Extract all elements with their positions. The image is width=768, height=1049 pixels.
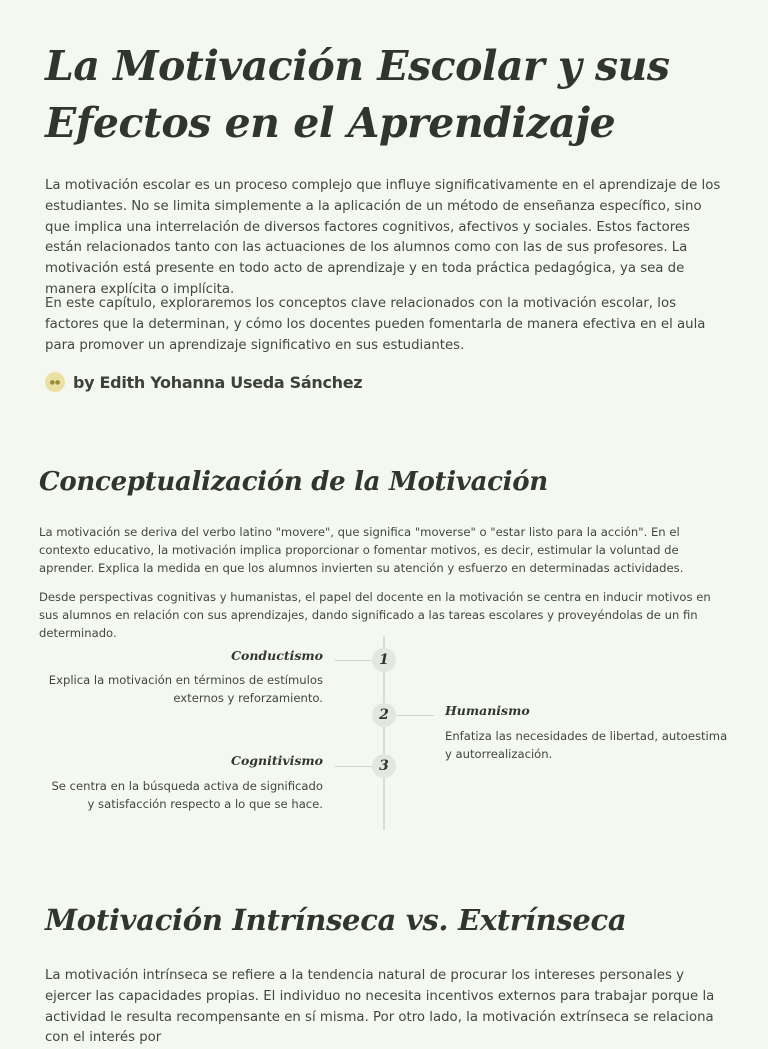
timeline-connector-2 <box>396 715 434 716</box>
page-title-line-1: La Motivación Escolar y sus <box>45 42 670 90</box>
timeline-title-humanismo: Humanismo <box>445 703 530 718</box>
timeline-connector-3 <box>335 766 372 767</box>
timeline-desc-humanismo: Enfatiza las necesidades de libertad, autoestima y autorrealización. <box>445 729 728 761</box>
timeline-node-2: 2 <box>372 703 396 727</box>
timeline-title-conductismo: Conductismo <box>231 648 323 663</box>
timeline-node-1: 1 <box>372 648 396 672</box>
author-byline <box>45 370 362 394</box>
intro-paragraph-1: La motivación escolar es un proceso complejo que influye significativamente en el aprendizaje de los estudiantes. No se limita simplemente a la aplicación de un método de enseñanza específico, sino que implica una interrelación de diversos factores cognitivos, afectivos y sociales. Estos factores están relacionados tanto con las actuaciones de los alumnos como con las de sus profesores. La motivación está presente en todo acto de aprendizaje y en toda práctica pedagógica, ya sea de manera explícita o implícita. <box>45 178 721 297</box>
page-title <box>45 38 735 152</box>
conceptualizacion-paragraph-1: La motivación se deriva del verbo latino "movere", que significa "moverse" o "estar listo para la acción". En el contexto educativo, la motivación implica proporcionar o fomentar motivos, es decir, estimular la voluntad de aprender. Explica la medida en que los alumnos invierten su atención y esfuerzo en determinadas actividades. <box>39 525 684 575</box>
author-name: by Edith Yohanna Useda Sánchez <box>73 372 363 392</box>
section-title-conceptualizacion: Conceptualización de la Motivación <box>39 467 548 497</box>
section-title-intrinseca: Motivación Intrínseca vs. Extrínseca <box>45 903 627 937</box>
intrinseca-paragraph-1: La motivación intrínseca se refiere a la tendencia natural de procurar los intereses personales y ejercer las capacidades propias. El individuo no necesita incentivos externos para trabajar porque la actividad le resulta recompensante en sí misma. Por otro lado, la motivación extrínseca se relaciona con el interés por <box>45 968 715 1046</box>
timeline-node-3: 3 <box>372 754 396 778</box>
intro-paragraph-2: En este capítulo, exploraremos los conceptos clave relacionados con la motivación escolar, los factores que la determinan, y cómo los docentes pueden fomentarla de manera efectiva en el aula para promover un aprendizaje significativo en sus estudiantes. <box>45 296 706 353</box>
conceptualizacion-paragraph-2: Desde perspectivas cognitivas y humanistas, el papel del docente en la motivación se centra en inducir motivos en sus alumnos en relación con sus aprendizajes, dando significado a las tareas escolares y proveyéndolas de un fin determinado. <box>39 590 711 640</box>
timeline-title-cognitivismo: Cognitivismo <box>231 753 323 768</box>
timeline-desc-conductismo: Explica la motivación en términos de estímulos externos y reforzamiento. <box>48 673 323 705</box>
page-title-line-2: Efectos en el Aprendizaje <box>45 99 616 147</box>
avatar-icon: ●● <box>45 372 65 392</box>
timeline-connector-1 <box>335 660 372 661</box>
timeline-desc-cognitivismo: Se centra en la búsqueda activa de significado y satisfacción respecto a lo que se hace. <box>51 779 323 811</box>
